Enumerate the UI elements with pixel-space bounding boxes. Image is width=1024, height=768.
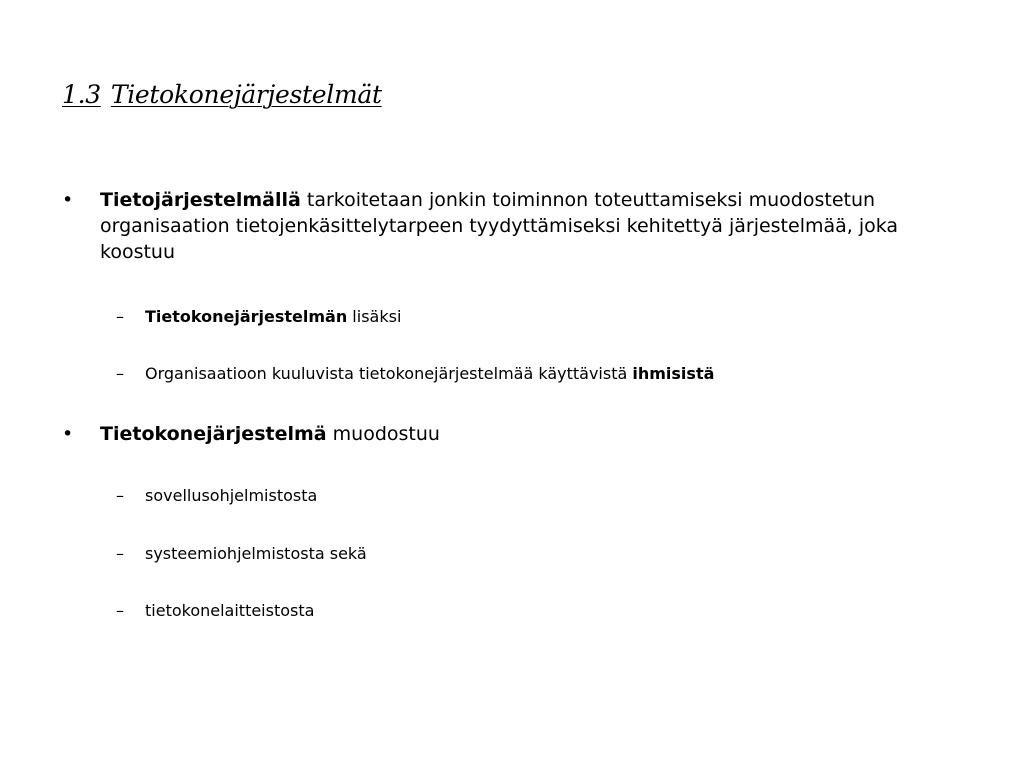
bullet-bold-term: Tietojärjestelmällä — [100, 189, 301, 211]
title-text: Tietokonejärjestelmät — [110, 80, 382, 109]
bullet-text — [100, 421, 920, 447]
bullet-marker: • — [62, 423, 74, 445]
sub-body: lisäksi — [347, 307, 402, 326]
sub-marker: – — [116, 307, 124, 326]
slide-title — [62, 78, 382, 112]
sub-bold-term: ihmisistä — [632, 364, 715, 383]
sub-text — [145, 306, 401, 328]
bullet-text — [100, 187, 920, 265]
sub-marker: – — [116, 601, 124, 620]
sub-body: Organisaatioon kuuluvista tietokonejärjestelmää käyttävistä — [145, 364, 633, 383]
sub-marker: – — [116, 364, 124, 383]
bullet-bold-term: Tietokonejärjestelmä — [100, 423, 327, 445]
title-number: 1.3 — [62, 80, 101, 109]
bullet-body: muodostuu — [326, 423, 440, 445]
sub-marker: – — [116, 486, 124, 505]
bullet-body: tarkoitetaan jonkin toiminnon toteuttamiseksi muodostetun organisaation tietojenkäsittelytarpeen tyydyttämiseksi kehitettyä järjestelmää, joka koostuu — [100, 189, 899, 263]
sub-text: sovellusohjelmistosta — [145, 486, 318, 505]
sub-text: tietokonelaitteistosta — [145, 601, 315, 620]
sub-marker: – — [116, 544, 124, 563]
sub-text — [145, 363, 714, 385]
sub-text: systeemiohjelmistosta sekä — [145, 544, 367, 563]
bullet-marker: • — [62, 189, 74, 211]
sub-bold-term: Tietokonejärjestelmän — [145, 307, 348, 326]
